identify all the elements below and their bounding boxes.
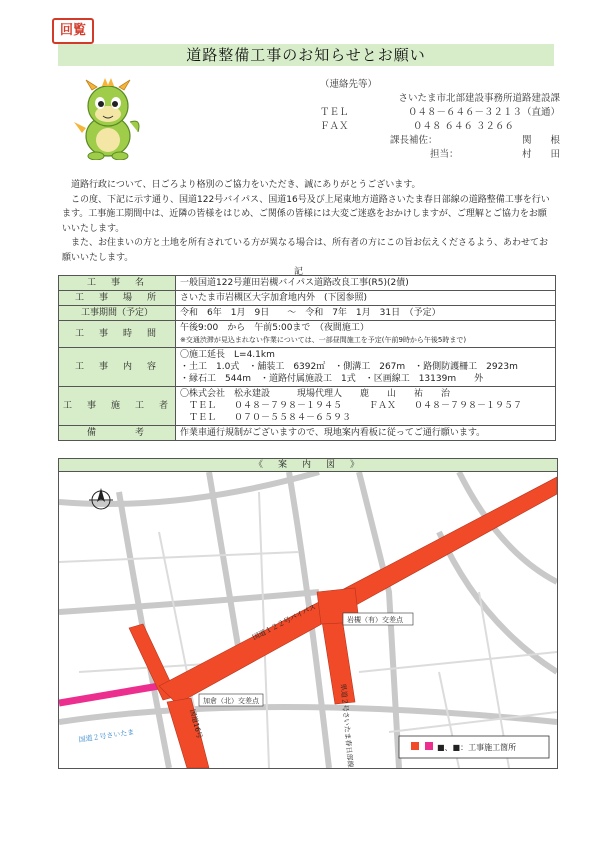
chief-label: 課長補佐： [390,135,438,146]
circulation-stamp: 回覧 [52,18,94,44]
contractor-label: 工 事 施 工 者 [59,387,176,426]
r16-label: 国道16号 [188,708,204,740]
legend-pink-swatch [425,742,433,750]
project-name: 一般国道122号蓮田岩槻バイパス道路改良工事(R5)(2債) [176,276,556,291]
content-line: ・縁石工 544m ・道路付属施設工 1式 ・区画線工 13139m 外 [180,374,484,384]
project-hours: 午後9:00 から 午前5:00まで （夜間施工） [180,323,369,333]
project-location: さいたま市岩槻区大字加倉地内外 (下図参照) [176,291,556,306]
page-title: 道路整備工事のお知らせとお願い [58,44,554,66]
contractor-line: ＴＥＬ ０４８－７９８－１９４５ ＦＡＸ ０４８－７９８－１９５７ [180,401,523,411]
map-canvas [59,472,557,768]
content-line: 〇施工延長 L=4.1km [180,350,275,360]
contractor-line: 〇株式会社 松永建設 現場代理人 鹿 山 祐 治 [180,389,451,399]
contact-office: さいたま市北部建設事務所道路建設課 [398,93,560,104]
tel-number: ０４８－６４６－３２１３（直通） [407,107,560,118]
ki-heading: 記 [294,267,304,277]
fax-label: ＦＡＸ [320,121,349,132]
fax-number: ０４８ ６４６ ３２６６ [412,121,514,132]
name-label: 工 事 名 [59,276,176,291]
bypass-label: 国道１２２号バイパス [251,602,318,642]
notice-body [62,178,554,265]
legend-text: ■、■：工事施工箇所 [437,743,517,752]
guide-map [58,471,558,769]
hours-label: 工 事 時 間 [59,321,176,348]
legend-red-swatch [411,742,419,750]
project-period: 令和 6年 1月 9日 ～ 令和 7年 1月 31日 （予定） [176,306,556,321]
staff-name: 村 田 [521,149,560,160]
contractor-line: ＴＥＬ ０７０－５５８４－６５９３ [180,413,352,423]
hours-note: ※交通渋滞が見込まれない作業については、一部昼間施工を予定(午前9時から午後5時まで) [180,336,467,344]
contact-block [290,78,560,162]
remarks-label: 備 考 [59,426,176,441]
chief-name: 関 根 [521,135,560,146]
staff-label: 担当： [430,149,459,160]
mascot-dragon-icon [72,78,144,160]
kasukabe-road-label: 国道２号さいたま [78,728,135,744]
remarks-text: 作業車通行規制がございますので、現地案内看板に従ってご通行願います。 [176,426,556,441]
notice-paragraph: この度、下記に示す通り、国道122号バイパス、国道16号及び上尾東地方道路さいたま春日部線の道路整備工事を行います。工事施工期間中は、近隣の皆様をはじめ、ご関係の皆様には大変ご迷惑をおかけしますが、ご理解とご協力をお願いいたします。 [62,194,550,234]
period-label: 工事期間（予定） [59,306,176,321]
notice-paragraph: また、お住まいの方と土地を所有されている方が異なる場合は、所有者の方にこの旨お伝えくださるよう、あわせてお願いいたします。 [62,238,549,263]
contact-header: （連絡先等） [320,79,378,90]
location-label: 工 事 場 所 [59,291,176,306]
map-title: 《 案 内 図 》 [58,458,558,472]
iwatsuki-intersection-label: 岩槻（有）交差点 [347,616,403,624]
kakura-intersection-label: 加倉（北）交差点 [203,697,259,705]
tel-label: ＴＥＬ [320,107,349,118]
notice-paragraph: 道路行政について、日ごろより格別のご協力をいただき、誠にありがとうございます。 [71,180,421,190]
content-line: ・土工 1.0式 ・舗装工 6392㎡ ・側溝工 267m ・路側防護柵工 2923m [180,362,518,372]
content-label: 工 事 内 容 [59,348,176,387]
pref-road-label: 県道２号さいたま春日部線 [339,683,355,768]
construction-info-table [58,275,556,441]
